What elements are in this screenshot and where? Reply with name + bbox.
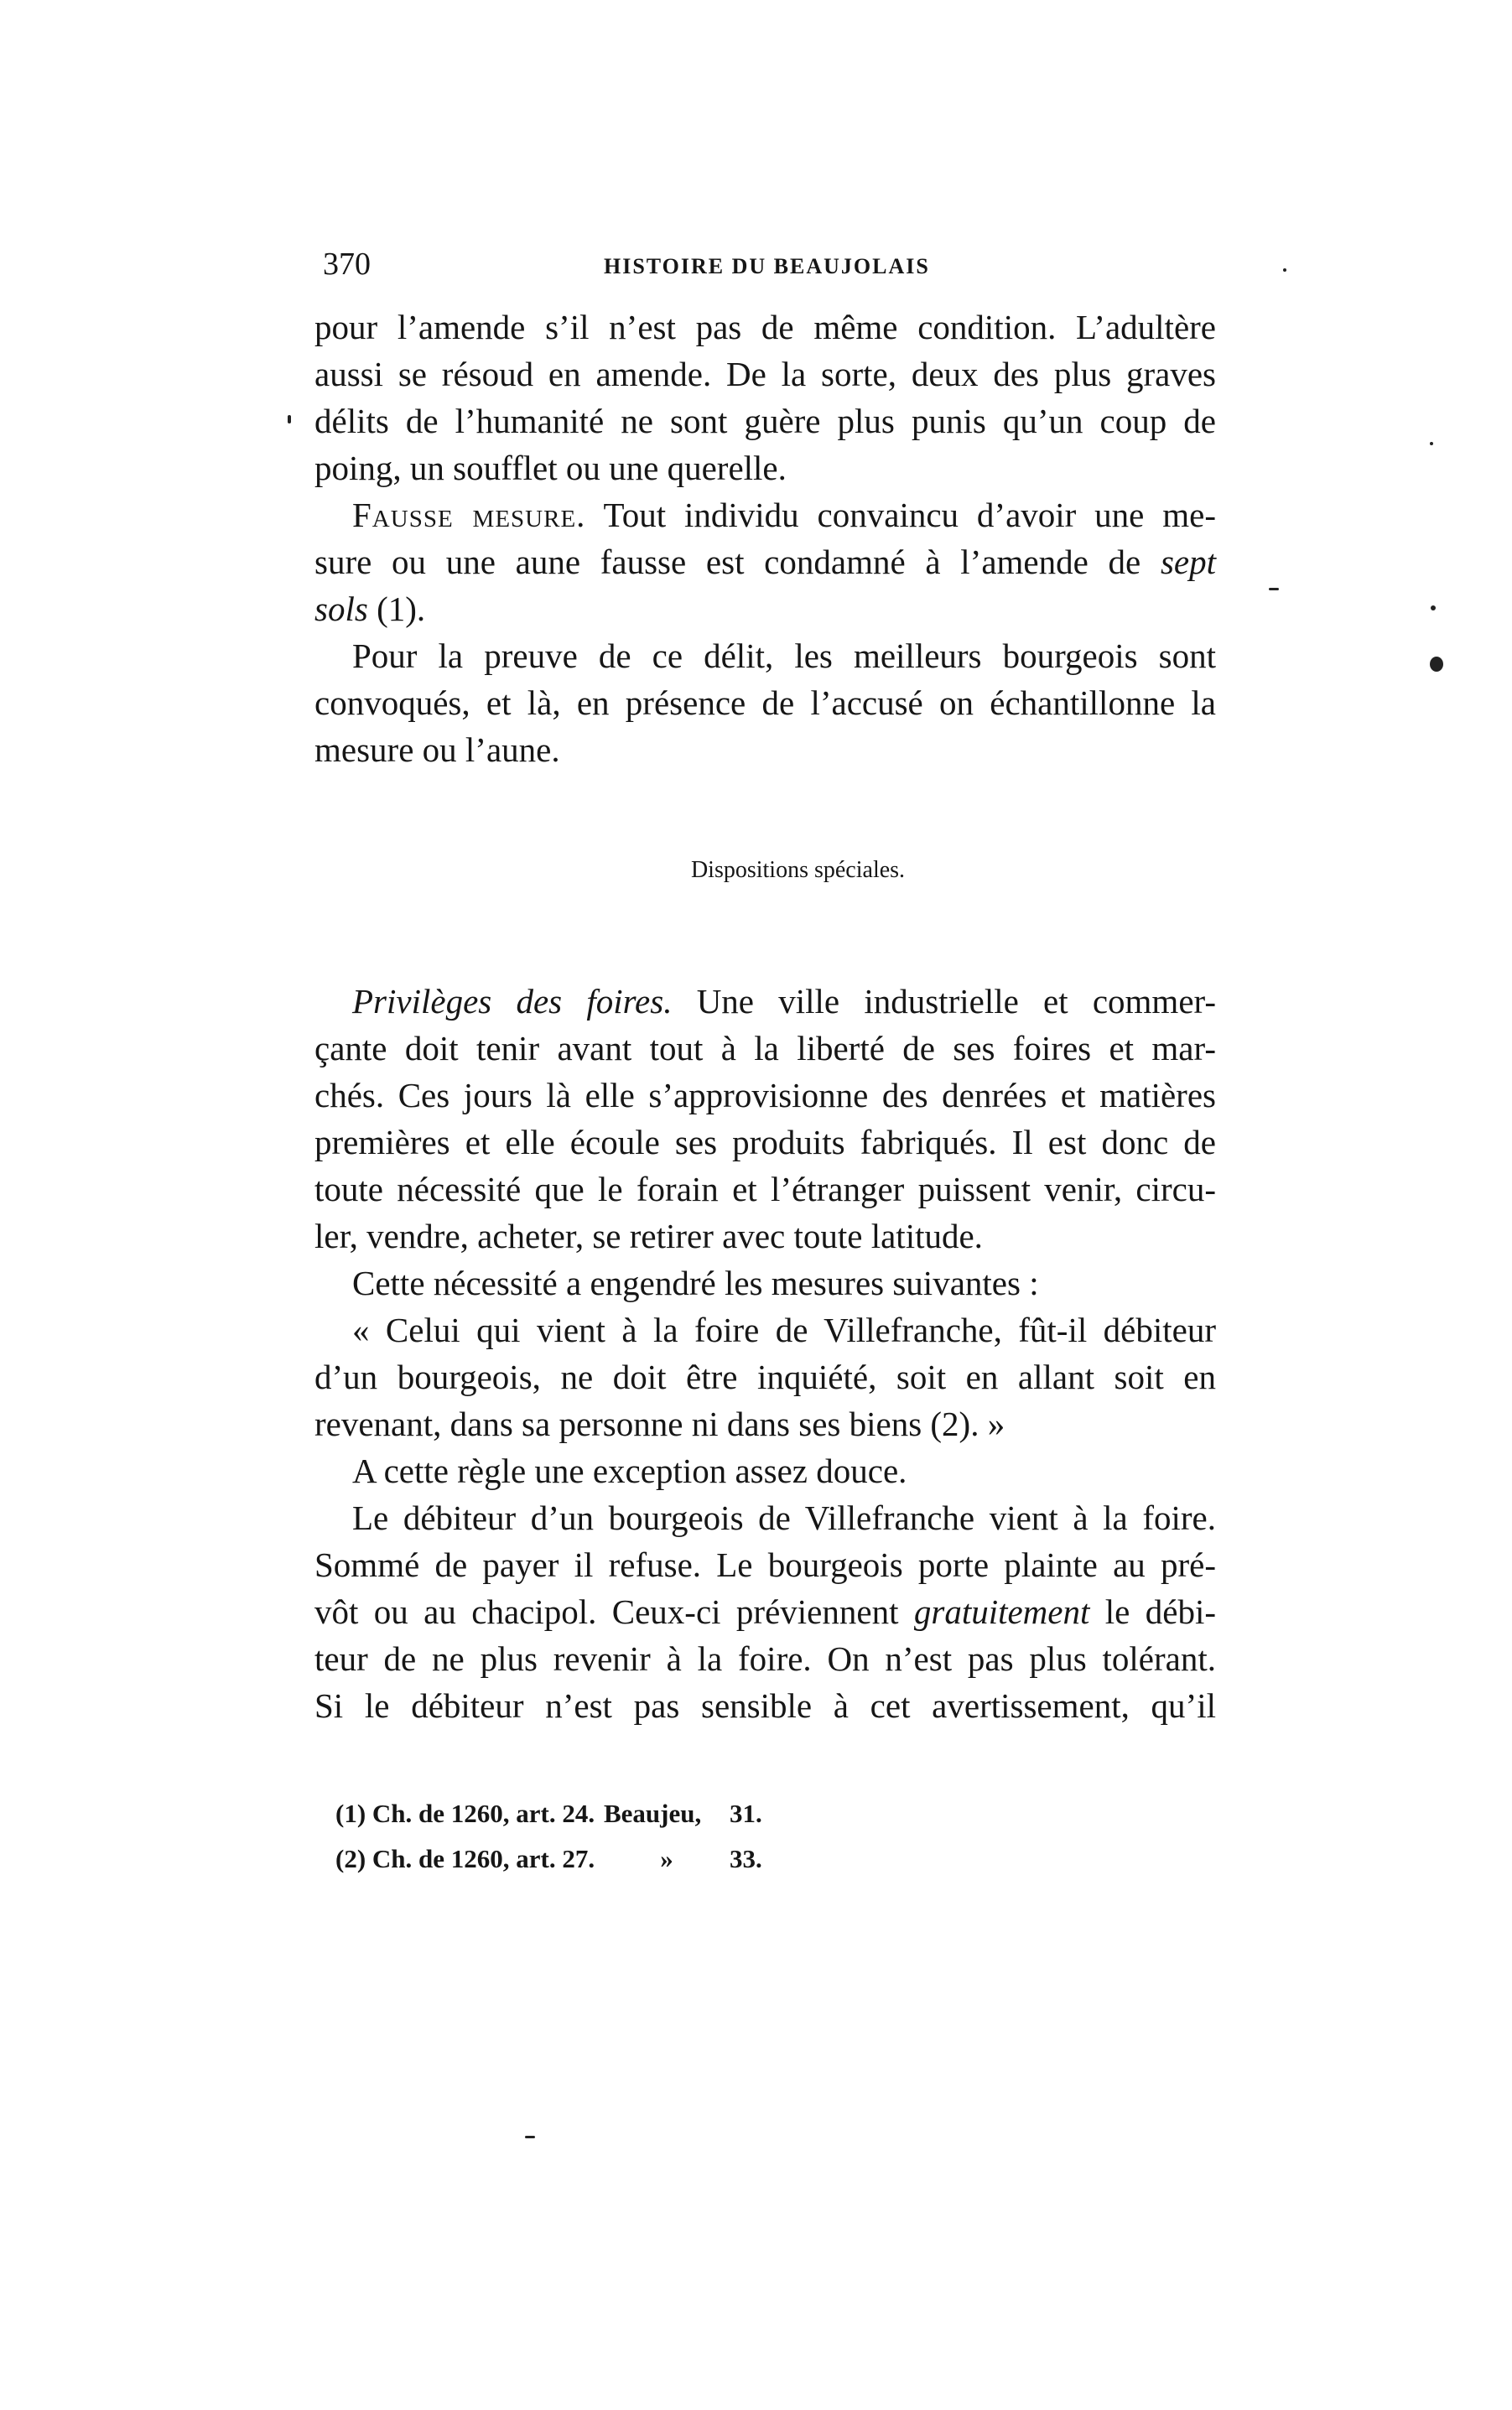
text-line: mesure ou l’aune. bbox=[314, 730, 560, 769]
italic-fragment: sept bbox=[1160, 543, 1216, 581]
text-fragment: Une ville industrielle et commer- bbox=[672, 982, 1217, 1021]
footnote-source: » bbox=[660, 1844, 673, 1873]
scan-speck bbox=[1430, 442, 1433, 445]
footnote-page: 33. bbox=[730, 1844, 762, 1873]
section-heading: Dispositions spéciales. bbox=[690, 857, 906, 883]
text-fragment: Tout individu convaincu d’avoir une me- bbox=[585, 496, 1216, 534]
text-line: poing, un soufflet ou une querelle. bbox=[314, 449, 787, 487]
text-line bbox=[314, 1588, 1216, 1635]
text-line: « Celui qui vient à la foire de Villefranche, fût-il débiteur bbox=[352, 1311, 1216, 1349]
text-line: délits de l’humanité ne sont guère plus punis qu’un coup de bbox=[314, 402, 1216, 440]
text-line: chés. Ces jours là elle s’approvisionne des denrées et matières bbox=[314, 1076, 1216, 1114]
privileges-label: Privilèges des foires. bbox=[352, 982, 673, 1021]
footnote bbox=[335, 1836, 922, 1882]
text-line: Cette nécessité a engendré les mesures suivantes : bbox=[352, 1264, 1039, 1302]
page-header bbox=[323, 243, 1212, 285]
page-number: 370 bbox=[323, 247, 371, 282]
footnote-source: Beaujeu, bbox=[604, 1799, 702, 1828]
text-fragment: (1). bbox=[367, 590, 426, 628]
text-line: Si le débiteur n’est pas sensible à cet avertissement, qu’il bbox=[314, 1686, 1216, 1725]
footnote-page: 31. bbox=[730, 1799, 762, 1828]
text-line: A cette règle une exception assez douce. bbox=[352, 1452, 907, 1490]
text-fragment: le débi- bbox=[1089, 1592, 1216, 1631]
text-line bbox=[314, 491, 1216, 538]
text-line: convoqués, et là, en présence de l’accusé on échantillonne la bbox=[314, 683, 1216, 722]
footnote bbox=[335, 1791, 922, 1836]
text-line: premières et elle écoule ses produits fabriqués. Il est donc de bbox=[314, 1123, 1216, 1161]
scan-speck bbox=[1430, 657, 1443, 672]
scan-speck bbox=[1431, 605, 1436, 610]
body-text-top bbox=[314, 304, 1216, 773]
scan-speck bbox=[525, 2136, 535, 2138]
text-fragment: sure ou une aune fausse est condamné à l’amende de bbox=[314, 543, 1161, 581]
text-line: Sommé de payer il refuse. Le bourgeois porte plainte au pré- bbox=[314, 1545, 1216, 1584]
italic-fragment: gratuitement bbox=[913, 1592, 1090, 1631]
scan-speck bbox=[1283, 268, 1286, 272]
text-line: Pour la preuve de ce délit, les meilleurs bourgeois sont bbox=[352, 636, 1216, 675]
text-line: çante doit tenir avant tout à la liberté de ses foires et mar- bbox=[314, 1029, 1216, 1067]
text-line bbox=[314, 978, 1216, 1025]
text-line bbox=[314, 538, 1216, 585]
text-line: aussi se résoud en amende. De la sorte, deux des plus graves bbox=[314, 355, 1216, 393]
scan-speck bbox=[1269, 588, 1279, 590]
footnote-ref: (1) Ch. de 1260, art. 24. bbox=[335, 1799, 595, 1828]
text-line: pour l’amende s’il n’est pas de même condition. L’adultère bbox=[314, 308, 1216, 346]
running-title: HISTOIRE DU BEAUJOLAIS bbox=[604, 254, 930, 278]
footnote-ref: (2) Ch. de 1260, art. 27. bbox=[335, 1844, 595, 1873]
text-line: d’un bourgeois, ne doit être inquiété, soit en allant soit en bbox=[314, 1358, 1216, 1396]
text-line: teur de ne plus revenir à la foire. On n’est pas plus tolérant. bbox=[314, 1639, 1216, 1678]
scan-speck bbox=[288, 415, 291, 423]
footnotes bbox=[335, 1791, 922, 1882]
text-line: Le débiteur d’un bourgeois de Villefranche vient à la foire. bbox=[352, 1498, 1216, 1537]
fausse-mesure-label: Fausse mesure. bbox=[352, 496, 586, 534]
text-line: ler, vendre, acheter, se retirer avec toute latitude. bbox=[314, 1217, 983, 1255]
text-line: toute nécessité que le forain et l’étranger puissent venir, circu- bbox=[314, 1170, 1216, 1208]
body-text-bottom bbox=[314, 978, 1216, 1729]
text-line bbox=[314, 585, 1216, 632]
text-fragment: vôt ou au chacipol. Ceux-ci préviennent bbox=[314, 1592, 914, 1631]
italic-fragment: sols bbox=[314, 590, 368, 628]
text-line: revenant, dans sa personne ni dans ses biens (2). » bbox=[314, 1405, 1005, 1443]
